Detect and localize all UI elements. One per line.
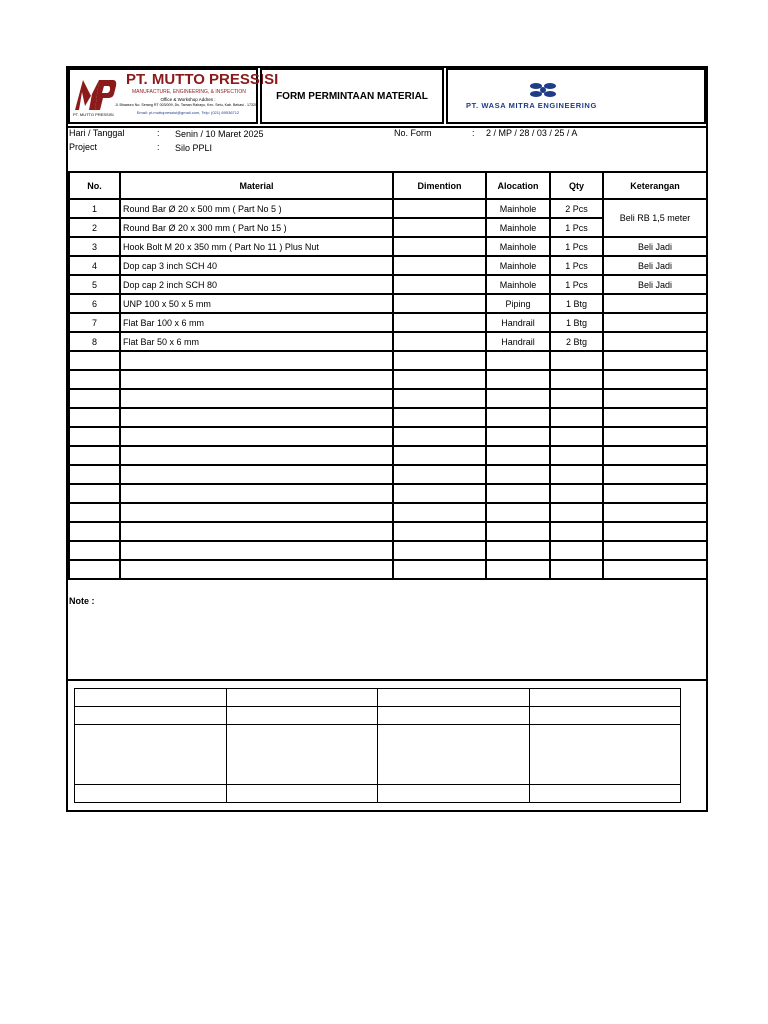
company-tagline: MANUFACTURE, ENGINEERING, & INSPECTION — [132, 89, 246, 95]
client-name: PT. WASA MITRA ENGINEERING — [466, 101, 597, 110]
cell-no: 8 — [69, 332, 120, 351]
cell-keterangan — [603, 313, 707, 332]
company-contact: Email: pt.muttopressisi@gmail.com, Telp: (021) 89536712 — [136, 110, 240, 115]
cell-no: 2 — [69, 218, 120, 237]
cell-dimention — [393, 313, 486, 332]
cell-no: 4 — [69, 256, 120, 275]
cell-qty: 2 Pcs — [550, 199, 603, 218]
cell-no: 3 — [69, 237, 120, 256]
cell-qty: 1 Pcs — [550, 237, 603, 256]
empty-row — [69, 522, 707, 541]
cell-alocation: Mainhole — [486, 237, 550, 256]
empty-row — [69, 560, 707, 579]
signature-cell — [378, 785, 530, 803]
cell-dimention — [393, 218, 486, 237]
header-alocation: Alocation — [486, 172, 550, 199]
signature-cell — [378, 689, 530, 707]
signature-cell — [226, 785, 378, 803]
logo-caption: PT. MUTTO PRESSISI — [73, 112, 114, 117]
empty-row — [69, 541, 707, 560]
company-address: Jl. Bhaworo No. Serang RT 003/009, Ds. Taman Rahayu, Kec. Setu, Kab. Bekasi - 17320 — [114, 103, 258, 107]
office-label: Office & Workshop Addres : — [160, 97, 216, 102]
table-row — [69, 294, 707, 313]
cell-keterangan: Beli Jadi — [603, 237, 707, 256]
signature-cell — [226, 725, 378, 785]
signature-cell — [529, 785, 681, 803]
signature-cell — [226, 689, 378, 707]
info-box — [68, 126, 706, 170]
cell-material: Round Bar Ø 20 x 300 mm ( Part No 15 ) — [120, 218, 393, 237]
cell-qty: 1 Pcs — [550, 218, 603, 237]
cell-material: Dop cap 2 inch SCH 80 — [120, 275, 393, 294]
cell-alocation: Mainhole — [486, 199, 550, 218]
cell-qty: 1 Pcs — [550, 256, 603, 275]
cell-alocation: Handrail — [486, 332, 550, 351]
signature-cell — [378, 725, 530, 785]
empty-row — [69, 389, 707, 408]
empty-row — [69, 446, 707, 465]
empty-row — [69, 351, 707, 370]
form-no-value: 2 / MP / 28 / 03 / 25 / A — [486, 128, 578, 138]
date-sep: : — [157, 128, 160, 138]
material-table — [68, 171, 708, 580]
cell-no: 1 — [69, 199, 120, 218]
cell-keterangan-merged: Beli RB 1,5 meter — [603, 199, 707, 237]
project-label: Project — [69, 142, 98, 152]
date-label: Hari / Tanggal — [69, 128, 125, 138]
header-dimention: Dimention — [393, 172, 486, 199]
cell-alocation: Piping — [486, 294, 550, 313]
cell-qty: 1 Btg — [550, 313, 603, 332]
form-title: FORM PERMINTAAN MATERIAL — [276, 90, 428, 102]
cell-qty: 1 Pcs — [550, 275, 603, 294]
signature-cell — [75, 689, 227, 707]
cell-no: 5 — [69, 275, 120, 294]
cell-alocation: Mainhole — [486, 275, 550, 294]
signature-title-row — [75, 689, 681, 707]
signature-space-row — [75, 725, 681, 785]
project-sep: : — [157, 142, 160, 152]
table-row — [69, 199, 707, 218]
signature-cell — [75, 707, 227, 725]
cell-material: Flat Bar 50 x 6 mm — [120, 332, 393, 351]
table-header-row — [69, 172, 707, 199]
cell-alocation: Handrail — [486, 313, 550, 332]
empty-row — [69, 503, 707, 522]
cell-dimention — [393, 199, 486, 218]
cell-alocation: Mainhole — [486, 218, 550, 237]
table-row — [69, 237, 707, 256]
table-row — [69, 275, 707, 294]
cell-material: Hook Bolt M 20 x 350 mm ( Part No 11 ) Plus Nut — [120, 237, 393, 256]
signature-cell — [529, 689, 681, 707]
client-header — [446, 68, 706, 124]
project-value: Silo PPLI — [175, 143, 213, 153]
header-keterangan: Keterangan — [603, 172, 707, 199]
empty-row — [69, 370, 707, 389]
cell-keterangan — [603, 294, 707, 313]
cell-dimention — [393, 237, 486, 256]
cell-dimention — [393, 332, 486, 351]
company-logo — [73, 76, 117, 112]
cell-keterangan: Beli Jadi — [603, 275, 707, 294]
note-divider — [68, 679, 706, 681]
signature-cell — [529, 725, 681, 785]
table-row — [69, 332, 707, 351]
cell-dimention — [393, 256, 486, 275]
cell-material: Dop cap 3 inch SCH 40 — [120, 256, 393, 275]
cell-dimention — [393, 294, 486, 313]
signature-cell — [75, 785, 227, 803]
cell-keterangan: Beli Jadi — [603, 256, 707, 275]
date-value: Senin / 10 Maret 2025 — [175, 129, 264, 139]
note-label: Note : — [69, 596, 95, 606]
empty-row — [69, 427, 707, 446]
signature-cell — [75, 725, 227, 785]
signature-name-row — [75, 785, 681, 803]
cell-keterangan — [603, 332, 707, 351]
header-no: No. — [69, 172, 120, 199]
cell-material: Flat Bar 100 x 6 mm — [120, 313, 393, 332]
empty-row — [69, 465, 707, 484]
signature-cell — [226, 707, 378, 725]
form-no-sep: : — [472, 128, 475, 138]
company-name: PT. MUTTO PRESSISI — [126, 71, 279, 88]
signature-role-row — [75, 707, 681, 725]
cell-alocation: Mainhole — [486, 256, 550, 275]
cell-no: 7 — [69, 313, 120, 332]
signature-table — [74, 688, 681, 803]
form-title-box — [260, 68, 444, 124]
header-material: Material — [120, 172, 393, 199]
cell-dimention — [393, 275, 486, 294]
header-qty: Qty — [550, 172, 603, 199]
empty-row — [69, 484, 707, 503]
cell-material: UNP 100 x 50 x 5 mm — [120, 294, 393, 313]
signature-cell — [378, 707, 530, 725]
cell-qty: 2 Btg — [550, 332, 603, 351]
cell-no: 6 — [69, 294, 120, 313]
cell-material: Round Bar Ø 20 x 500 mm ( Part No 5 ) — [120, 199, 393, 218]
table-row — [69, 313, 707, 332]
signature-cell — [529, 707, 681, 725]
client-logo-icon — [528, 82, 558, 98]
company-header — [68, 68, 279, 124]
empty-row — [69, 408, 707, 427]
table-row — [69, 256, 707, 275]
form-no-label: No. Form — [394, 128, 432, 138]
cell-qty: 1 Btg — [550, 294, 603, 313]
